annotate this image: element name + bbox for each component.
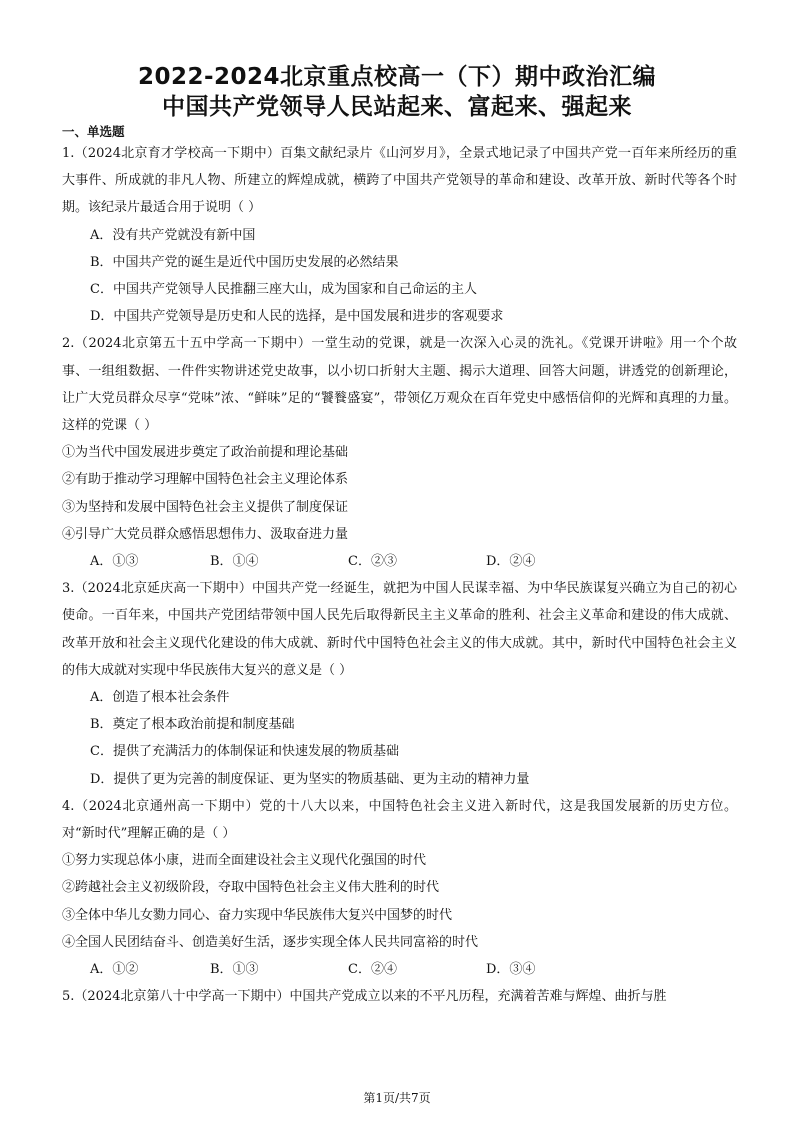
answer-choice: B．①③ — [210, 962, 259, 978]
question-statement: ④引导广大党员群众感悟思想伟力、汲取奋进力量 — [62, 526, 349, 542]
answer-choice: A．①② — [90, 962, 139, 978]
answer-choice: C．②④ — [348, 962, 397, 978]
question-stem: 1.（2024北京育才学校高一下期中）百集文献纪录片《山河岁月》，全景式地记录了中国共产党一百年来所经历的重大事件、所成就的非凡人物、所建立的辉煌成就，横跨了中国共产党领导的革命和建设、改革开放、新时代等各个时期。该纪录片最适合用于说明（ ） — [62, 146, 737, 216]
question-option: D．提供了更为完善的制度保证、更为坚实的物质基础、更为主动的精神力量 — [90, 771, 530, 787]
answer-choice: A．①③ — [90, 554, 139, 570]
question-statement: ④全国人民团结奋斗、创造美好生活，逐步实现全体人民共同富裕的时代 — [62, 934, 479, 950]
question-option: B．奠定了根本政治前提和制度基础 — [90, 717, 295, 733]
question-option: C．中国共产党领导人民推翻三座大山，成为国家和自己命运的主人 — [90, 282, 477, 298]
question-stem: 4.（2024北京通州高一下期中）党的十八大以来，中国特色社会主义进入新时代，这是我国发展新的历史方位。对“新时代”理解正确的是（ ） — [62, 798, 737, 842]
question-option: D．中国共产党领导是历史和人民的选择，是中国发展和进步的客观要求 — [90, 309, 504, 325]
section-heading: 一、单选题 — [62, 124, 125, 139]
answer-choice: C．②③ — [348, 554, 397, 570]
question-option: B．中国共产党的诞生是近代中国历史发展的必然结果 — [90, 254, 399, 270]
document-subtitle: 中国共产党领导人民站起来、富起来、强起来 — [162, 94, 632, 120]
answer-choice: B．①④ — [210, 554, 259, 570]
question-statement: ①为当代中国发展进步奠定了政治前提和理论基础 — [62, 445, 349, 461]
answer-choice: D．③④ — [486, 962, 536, 978]
answer-choices — [62, 548, 737, 575]
question-list — [62, 140, 737, 1010]
question-option: A．创造了根本社会条件 — [90, 690, 230, 706]
question-statement: ③为坚持和发展中国特色社会主义提供了制度保证 — [62, 499, 349, 515]
page-number: 第1页/共7页 — [363, 1091, 431, 1105]
question-stem: 5.（2024北京第八十中学高一下期中）中国共产党成立以来的不平凡历程，充满着苦难与辉煌、曲折与胜 — [62, 989, 667, 1005]
question-statement: ②有助于推动学习理解中国特色社会主义理论体系 — [62, 472, 349, 488]
document-title: 2022-2024北京重点校高一（下）期中政治汇编 — [137, 64, 657, 90]
question-statement: ②跨越社会主义初级阶段，夺取中国特色社会主义伟大胜利的时代 — [62, 880, 440, 896]
question-stem: 3.（2024北京延庆高一下期中）中国共产党一经诞生，就把为中国人民谋幸福、为中华民族谋复兴确立为自己的初心使命。一百年来，中国共产党团结带领中国人民先后取得新民主主义革命的胜利、社会主义革命和建设的伟大成就、改革开放和社会主义现代化建设的伟大成就、新时代中国特色社会主义的伟大成就。其中，新时代中国特色社会主义的伟大成就对实现中华民族伟大复兴的意义是（ ） — [62, 581, 737, 678]
question-option: A．没有共产党就没有新中国 — [90, 227, 256, 243]
question-statement: ①努力实现总体小康，进而全面建设社会主义现代化强国的时代 — [62, 853, 427, 869]
answer-choice: D．②④ — [486, 554, 536, 570]
question-statement: ③全体中华儿女勠力同心、奋力实现中华民族伟大复兴中国梦的时代 — [62, 907, 453, 923]
answer-choices — [62, 956, 737, 983]
question-option: C．提供了充满活力的体制保证和快速发展的物质基础 — [90, 744, 399, 760]
question-stem: 2.（2024北京第五十五中学高一下期中）一堂生动的党课，就是一次深入心灵的洗礼。《党课开讲啦》用一个个故事、一组组数据、一件件实物讲述党史故事，以小切口折射大主题、揭示大道理、回答大问题，讲透党的创新理论，让广大党员群众尽享“党味”浓、“鲜味”足的“饕餮盛宴”，带领亿万观众在百年党史中感悟信仰的光辉和真理的力量。这样的党课（ ） — [62, 336, 737, 434]
